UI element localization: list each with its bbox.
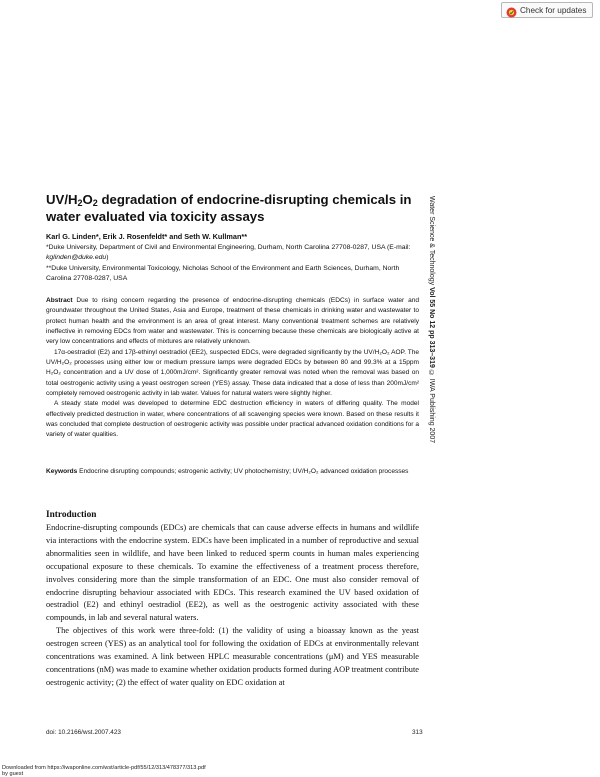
introduction-body [46, 522, 419, 690]
author-email[interactable]: kglinden@duke.edu [46, 254, 107, 262]
check-for-updates-label: Check for updates [520, 5, 587, 15]
abstract-paragraph: Due to rising concern regarding the presence of endocrine-disrupting chemicals (EDCs) in surface water and groundwater throughout the United States, Asia and Europe, treatment of these chemicals in drinking water and wastewater to protect human health and the environment is an area of great interest. Many conventional treatment schemes are relatively ineffective in removing EDCs from water and wastewater. This is concerning because these chemicals are biologically active at very low concentrations and effects of mixtures are relatively unknown. [46, 297, 419, 346]
download-by: by guest [2, 771, 24, 777]
download-notice [2, 765, 206, 777]
doi[interactable]: doi: 10.2166/wst.2007.423 [46, 729, 121, 736]
journal-sidebar: Water Science & Technology Vol 55 No 12 pp 313–319 © IWA Publishing 2007 [428, 196, 435, 444]
abstract-paragraph: A steady state model was developed to determine EDC destruction efficiency in waters of differing quality. The model effectively predicted destruction in water, where concentrations of all scavenging species were known. Based on these results it was concluded that complete destruction of oestrogenic activity was possible under practical advanced oxidation conditions for a variety of water qualities. [46, 400, 419, 439]
abstract-paragraph: 17α-oestradiol (E2) and 17β-ethinyl oestradiol (EE2), suspected EDCs, were degraded significantly by the UV/H₂O₂ AOP. The UV/H₂O₂ processes using either low or medium pressure lamps were degraded EDCs by between 80 and 99.3% at a 15ppm H₂O₂ concentration and a UV dose of 1,000mJ/cm². Significantly greater removal was noted when the removal was based on total oestrogenic activity using a yeast oestrogen screen (YES) assay. These data indicated that a dose of less than 200mJ/cm² completely removed oestrogenic activity in lab water. Values for natural waters were slightly higher. [46, 348, 419, 398]
authors: Karl G. Linden*, Erik J. Rosenfeldt* and Seth W. Kullman** [46, 232, 248, 241]
affiliation-2: **Duke University, Environmental Toxicology, Nicholas School of the Environment and Earth Sciences, Durham, North Carolina 27708-0287, USA [46, 265, 400, 283]
check-for-updates-icon [506, 5, 517, 16]
abstract-label: Abstract [46, 297, 73, 304]
abstract [46, 296, 419, 441]
body-paragraph: The objectives of this work were three-fold: (1) the validity of using a bioassay known as the yeast oestrogen screen (YES) as an analytical tool for following the oxidation of EDCs at environmentally relevant concentrations was examined. A link between HPLC measurable concentrations (μM) and YES measurable concentrations (nM) was made to examine whether oxidation products formed during AOP treatment contribute oestrogenic activity; (2) the effect of water quality on EDC oxidation at [46, 626, 419, 687]
keywords: Keywords Endocrine disrupting compounds; estrogenic activity; UV photochemistry; UV/H₂O₂ advanced oxidation processes [46, 468, 409, 475]
article-title: $UV/H_2O_2$ degradation of endocrine-disrupting chemicals in water evaluated via toxicity assays [46, 192, 412, 224]
page-number: 313 [412, 729, 423, 736]
section-heading: Introduction [46, 510, 97, 520]
download-url[interactable]: Downloaded from https://iwaponline.com/wst/article-pdf/55/12/313/478377/313.pdf [2, 765, 206, 771]
keywords-label: Keywords [46, 468, 78, 475]
affiliation-1: *Duke University, Department of Civil and Environmental Engineering, Durham, North Carolina 27708-0287, USA (E-mail: kglinden@duke.edu) [46, 244, 411, 262]
body-paragraph: Endocrine-disrupting compounds (EDCs) are chemicals that can cause adverse effects in humans and wildlife via interactions with the endocrine system. EDCs have been implicated in a number of reproductive and sexual abnormalities seen in wildlife, and have been linked to reduced sperm counts in human males experiencing occupational exposure to these chemicals. To examine the effectiveness of a treatment process therefore, involves considering more than the simple transformation of an EDC. One must also consider removal of endocrine disrupting behaviour associated with EDCs. This research examined the UV based oxidation of oestradiol (E2) and ethinyl oestradiol (EE2), as well as the oestrogenic activity associated with these compounds, in lab and several natural waters. [46, 523, 419, 623]
check-for-updates-button[interactable] [501, 2, 593, 18]
